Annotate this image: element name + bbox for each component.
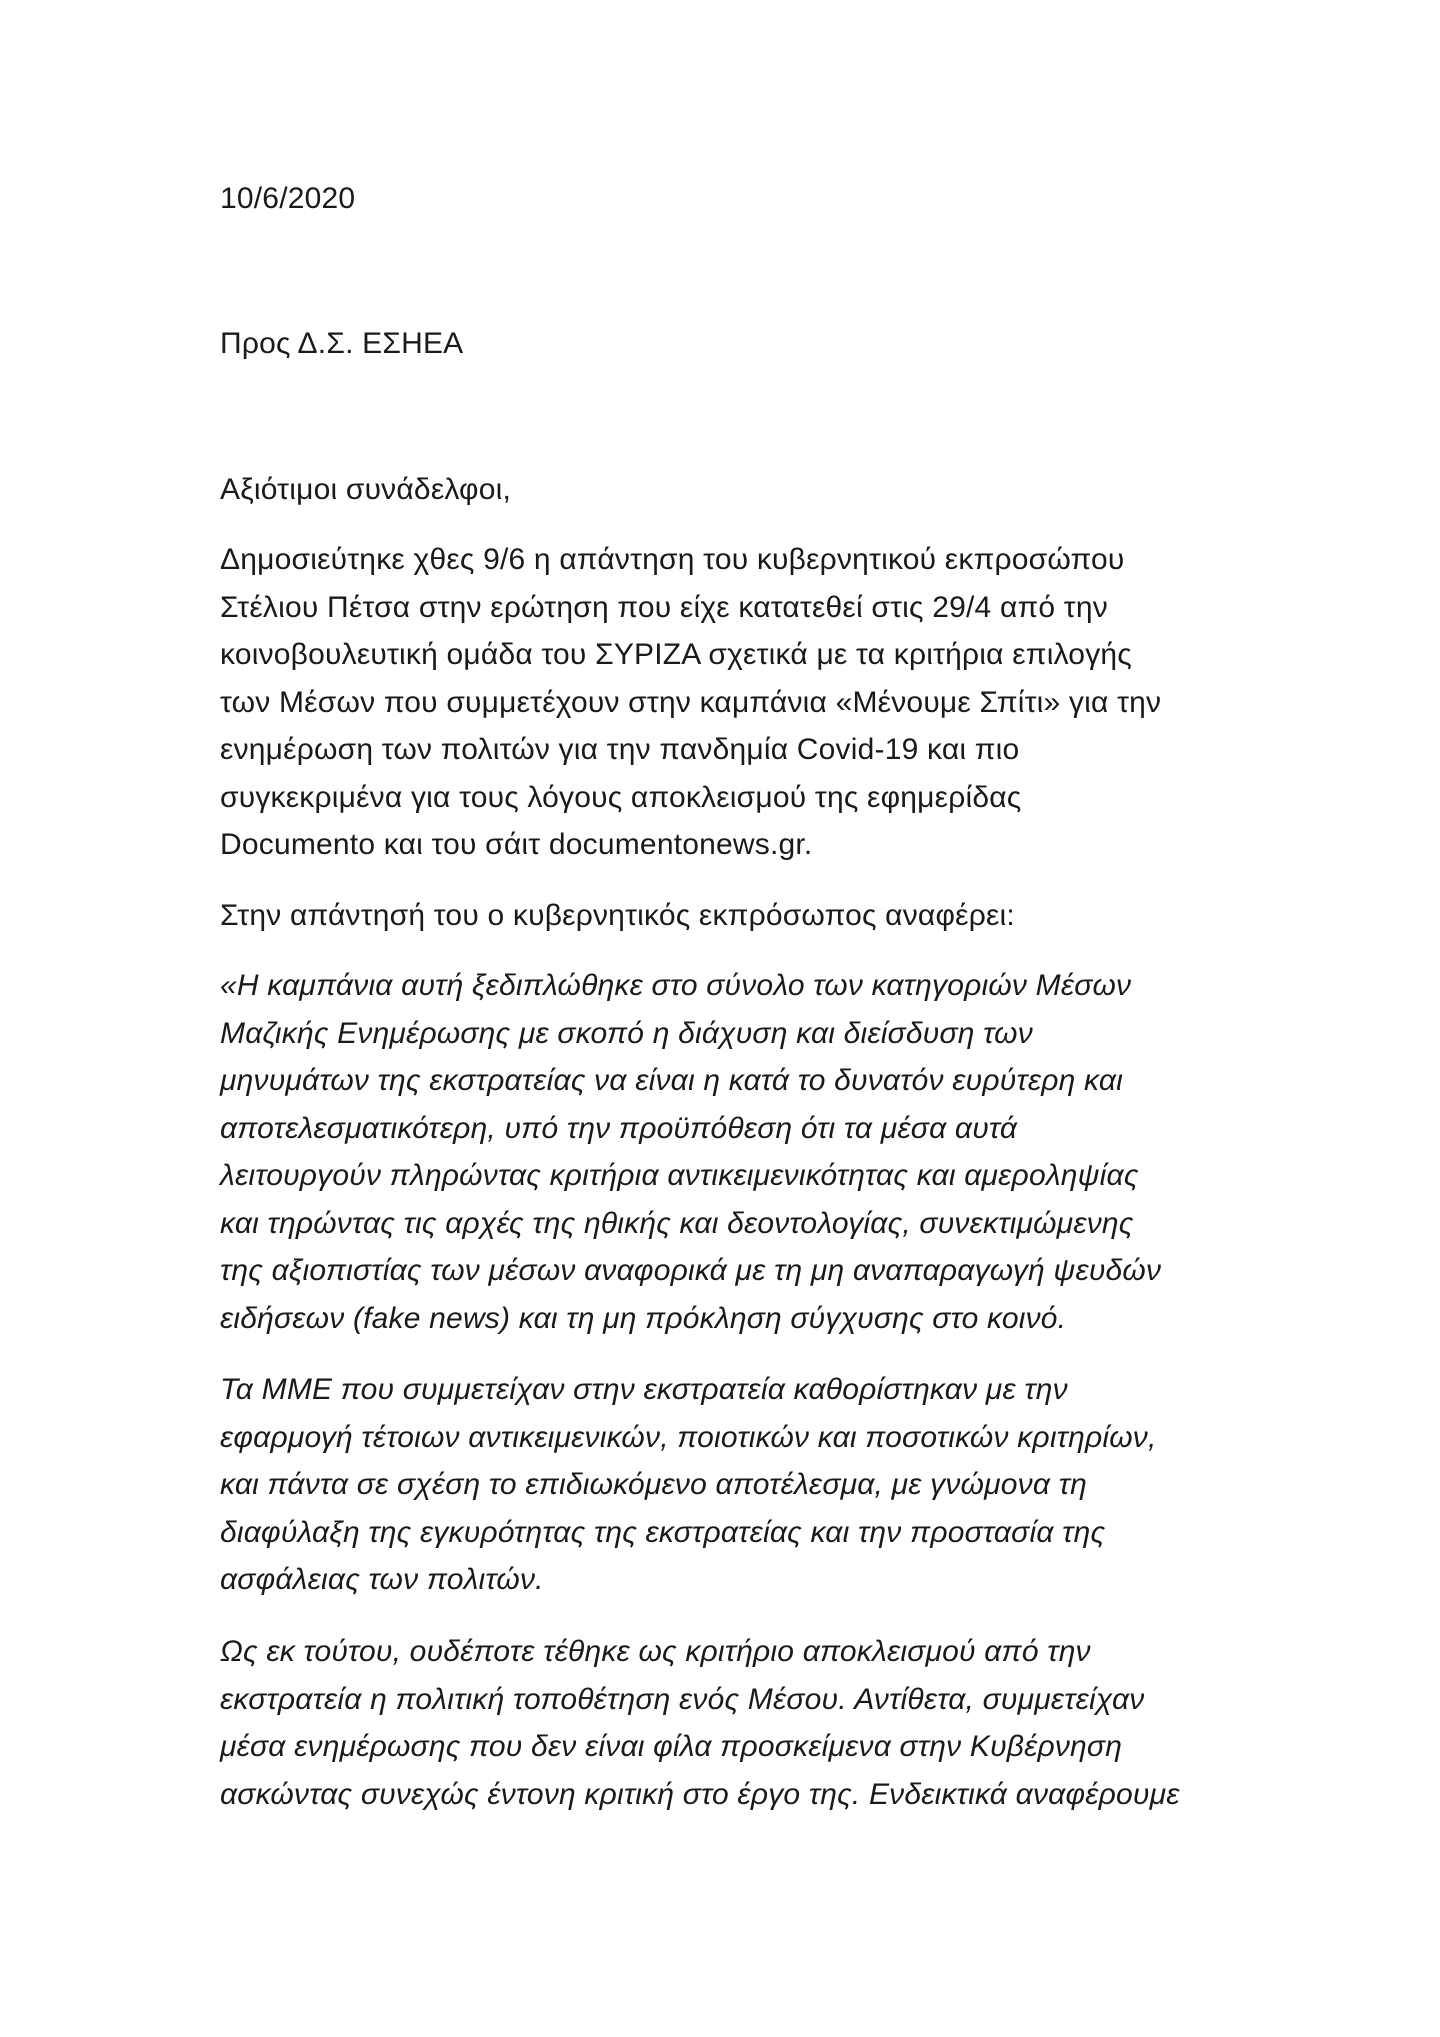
text-line: Μαζικής Ενημέρωσης με σκοπό η διάχυση και διείσδυση των	[220, 1016, 1033, 1050]
text-line: μέσα ενημέρωσης που δεν είναι φίλα προσκείμενα στην Κυβέρνηση	[220, 1730, 1123, 1763]
text-line: και τηρώντας τις αρχές της ηθικής και δεοντολογίας, συνεκτιμώμενης	[220, 1206, 1134, 1240]
text-line: Τα ΜΜΕ που συμμετείχαν στην εκστρατεία καθορίστηκαν με την	[220, 1373, 1068, 1406]
text-line: μηνυμάτων της εκστρατείας να είναι η κατά το δυνατόν ευρύτερη και	[220, 1064, 1123, 1097]
text-line: «Η καμπάνια αυτή ξεδιπλώθηκε στο σύνολο των κατηγοριών Μέσων	[220, 969, 1132, 1002]
text-line: λειτουργούν πληρώντας κριτήρια αντικειμενικότητας και αμεροληψίας	[220, 1159, 1139, 1192]
text-line: κοινοβουλευτική ομάδα του ΣΥΡΙΖΑ σχετικά με τα κριτήρια επιλογής	[220, 638, 1132, 671]
text-line: Στέλιου Πέτσα στην ερώτηση που είχε κατατεθεί στις 29/4 από την	[220, 590, 1108, 624]
paragraph-1	[220, 536, 1161, 869]
text-line: συγκεκριμένα για τους λόγους αποκλεισμού της εφημερίδας	[220, 780, 1022, 814]
quote-paragraph-2	[220, 1366, 1157, 1604]
text-line: Ως εκ τούτου, ουδέποτε τέθηκε ως κριτήριο αποκλεισμού από την	[220, 1635, 1091, 1668]
text-line: ασφάλειας των πολιτών.	[220, 1563, 544, 1596]
text-line: ειδήσεων (fake news) και τη μη πρόκληση σύγχυσης στο κοινό.	[220, 1301, 1067, 1335]
text-line: διαφύλαξη της εγκυρότητας της εκστρατείας και την προστασία της	[220, 1515, 1106, 1549]
text-line: ασκώντας συνεχώς έντονη κριτική στο έργο της. Ενδεικτικά αναφέρουμε	[220, 1777, 1180, 1811]
text-line: αποτελεσματικότερη, υπό την προϋπόθεση ότι τα μέσα αυτά	[220, 1111, 1018, 1145]
text-line: ενημέρωση των πολιτών για την πανδημία Covid-19 και πιο	[220, 733, 1020, 766]
text-line: και πάντα σε σχέση το επιδιωκόμενο αποτέλεσμα, με γνώμονα τη	[220, 1468, 1087, 1501]
letter-recipient: Προς Δ.Σ. ΕΣΗΕΑ	[220, 327, 464, 360]
paragraph-2	[220, 892, 1015, 940]
text-line: εφαρμογή τέτοιων αντικειμενικών, ποιοτικών και ποσοτικών κριτηρίων,	[220, 1420, 1157, 1454]
text-line: της αξιοπιστίας των μέσων αναφορικά με τη μη αναπαραγωγή ψευδών	[220, 1254, 1162, 1287]
letter-date: 10/6/2020	[220, 182, 356, 215]
text-line: Στην απάντησή του ο κυβερνητικός εκπρόσωπος αναφέρει:	[220, 899, 1015, 932]
letter-salutation: Αξιότιμοι συνάδελφοι,	[220, 473, 511, 506]
quote-paragraph-1	[220, 962, 1161, 1342]
text-line: εκστρατεία η πολιτική τοποθέτηση ενός Μέσου. Αντίθετα, συμμετείχαν	[220, 1682, 1145, 1716]
text-line: Δημοσιεύτηκε χθες 9/6 η απάντηση του κυβερνητικού εκπροσώπου	[220, 543, 1125, 576]
text-line: των Μέσων που συμμετέχουν στην καμπάνια «Μένουμε Σπίτι» για την	[220, 685, 1162, 719]
quote-paragraph-3	[220, 1628, 1180, 1818]
text-line: Documento και του σάιτ documentonews.gr.	[220, 828, 813, 861]
